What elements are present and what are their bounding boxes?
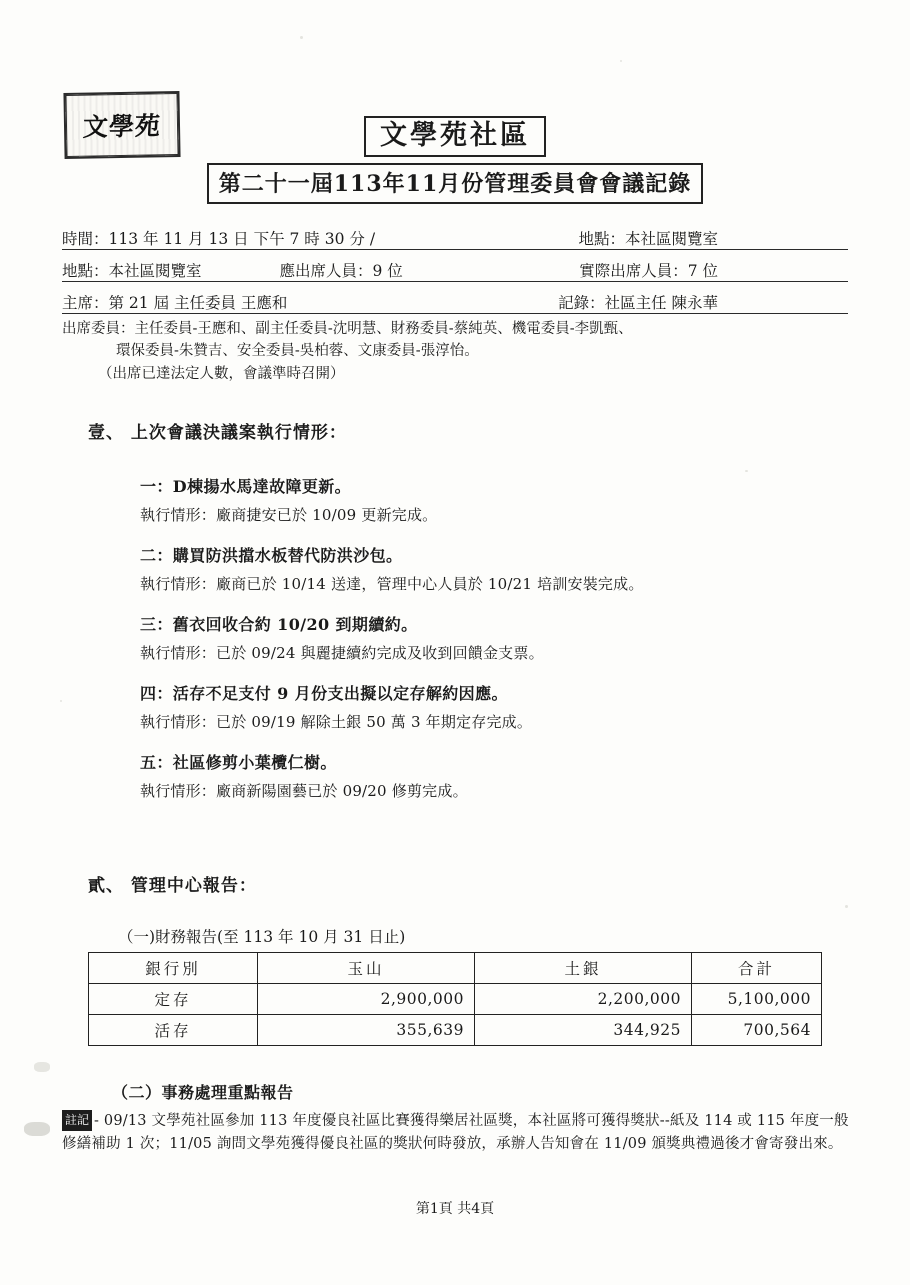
attendee-line-1: 出席委員：主任委員-王應和、副主任委員-沈明慧、財務委員-蔡純英、機電委員-李凱甄、 <box>62 321 633 337</box>
page-subtitle: 第二十一屆113年11月份管理委員會會議記錄 <box>207 163 704 204</box>
table-row <box>89 1015 822 1046</box>
affairs-note <box>62 1110 852 1157</box>
scan-blot <box>24 1122 50 1136</box>
resolution-title: 四：活存不足支付 9 月份支出擬以定存解約因應。 <box>140 684 508 703</box>
column-header-yushan: 玉山 <box>258 953 475 984</box>
document-subtitle-container <box>0 163 910 204</box>
actual-attendance: 實際出席人員：7 位 <box>579 261 718 280</box>
expected-attendance: 應出席人員：9 位 <box>279 261 403 280</box>
cell-demand-deposit-total: 700,564 <box>692 1015 822 1046</box>
finance-table <box>88 952 822 1046</box>
resolution-status: 執行情形：廠商捷安已於 10/09 更新完成。 <box>140 506 438 524</box>
page-footer <box>0 1198 910 1218</box>
note-text: - 09/13 文學苑社區參加 113 年度優良社區比賽獲得樂居社區獎，本社區將可獲得獎狀--紙及 114 或 115 年度一般修繕補助 1 次；11/05 詢問文學苑獲得優良社區的獎狀何時發放，承辦人告知會在 11/09 頒獎典禮過後才會寄發出來。 <box>62 1113 849 1153</box>
page-title: 文學苑社區 <box>364 116 546 157</box>
recorder: 記錄：社區主任 陳永華 <box>558 293 718 312</box>
meta-row-chair <box>62 282 848 314</box>
section-2-sub-heading: （二）事務處理重點報告 <box>112 1083 294 1102</box>
attendee-line-2: 環保委員-朱贊吉、安全委員-吳柏蓉、文康委員-張淳怡。 <box>116 343 479 360</box>
resolution-item <box>118 750 858 801</box>
document-title-container <box>0 116 910 157</box>
column-header-total: 合計 <box>692 953 822 984</box>
column-header-landbank: 土銀 <box>475 953 692 984</box>
row-label-demand-deposit: 活存 <box>89 1015 258 1046</box>
cell-demand-deposit-landbank: 344,925 <box>475 1015 692 1046</box>
cell-time-deposit-total: 5,100,000 <box>692 984 822 1015</box>
resolution-status: 執行情形：已於 09/24 與麗捷續約完成及收到回饋金支票。 <box>140 644 544 662</box>
scan-speckle <box>620 60 622 62</box>
resolution-title: 二：購買防洪擋水板替代防洪沙包。 <box>140 546 403 565</box>
resolution-title: 五：社區修剪小葉欖仁樹。 <box>140 753 337 772</box>
page-number: 第1頁 共4頁 <box>415 1201 495 1217</box>
resolution-title: 一：D棟揚水馬達故障更新。 <box>140 477 352 496</box>
meeting-place: 地點：本社區閱覽室 <box>62 261 202 280</box>
table-row <box>89 984 822 1015</box>
note-badge: 註記 <box>62 1110 92 1131</box>
row-label-time-deposit: 定存 <box>89 984 258 1015</box>
meeting-place-top: 地點：本社區閱覽室 <box>578 229 718 248</box>
scan-speckle <box>845 905 848 908</box>
resolution-status: 執行情形：廠商新陽園藝已於 09/20 修剪完成。 <box>140 782 468 800</box>
scan-speckle <box>745 470 748 472</box>
meeting-meta-block <box>62 218 848 385</box>
scan-speckle <box>60 700 62 702</box>
finance-report-label: （一)財務報告(至 113 年 10 月 31 日止) <box>118 928 406 946</box>
resolution-title: 三：舊衣回收合約 10/20 到期續約。 <box>140 615 418 634</box>
section-1-items <box>118 474 858 819</box>
meta-row-time <box>62 218 848 250</box>
attendee-list <box>62 318 848 385</box>
resolution-status: 執行情形：廠商已於 10/14 送達，管理中心人員於 10/21 培訓安裝完成。 <box>140 575 644 593</box>
scan-blot <box>34 1062 50 1072</box>
cell-time-deposit-landbank: 2,200,000 <box>475 984 692 1015</box>
section-1-heading: 壹、 上次會議決議案執行情形： <box>88 423 347 443</box>
column-header-bank: 銀行別 <box>89 953 258 984</box>
meeting-time: 時間：113 年 11 月 13 日 下午 7 時 30 分 / <box>62 229 376 248</box>
resolution-item <box>118 612 858 663</box>
chairperson: 主席：第 21 屆 主任委員 王應和 <box>62 293 288 312</box>
resolution-item <box>118 474 858 525</box>
scan-speckle <box>300 36 303 39</box>
section-2-heading: 貳、 管理中心報告： <box>88 876 257 896</box>
resolution-item <box>118 681 858 732</box>
meta-row-attendance <box>62 250 848 282</box>
resolution-status: 執行情形：已於 09/19 解除土銀 50 萬 3 年期定存完成。 <box>140 713 533 731</box>
table-header-row <box>89 953 822 984</box>
cell-time-deposit-yushan: 2,900,000 <box>258 984 475 1015</box>
resolution-item <box>118 543 858 594</box>
quorum-note: （出席已達法定人數，會議準時召開） <box>98 365 345 382</box>
logo-text: 文學苑 <box>82 111 162 142</box>
cell-demand-deposit-yushan: 355,639 <box>258 1015 475 1046</box>
